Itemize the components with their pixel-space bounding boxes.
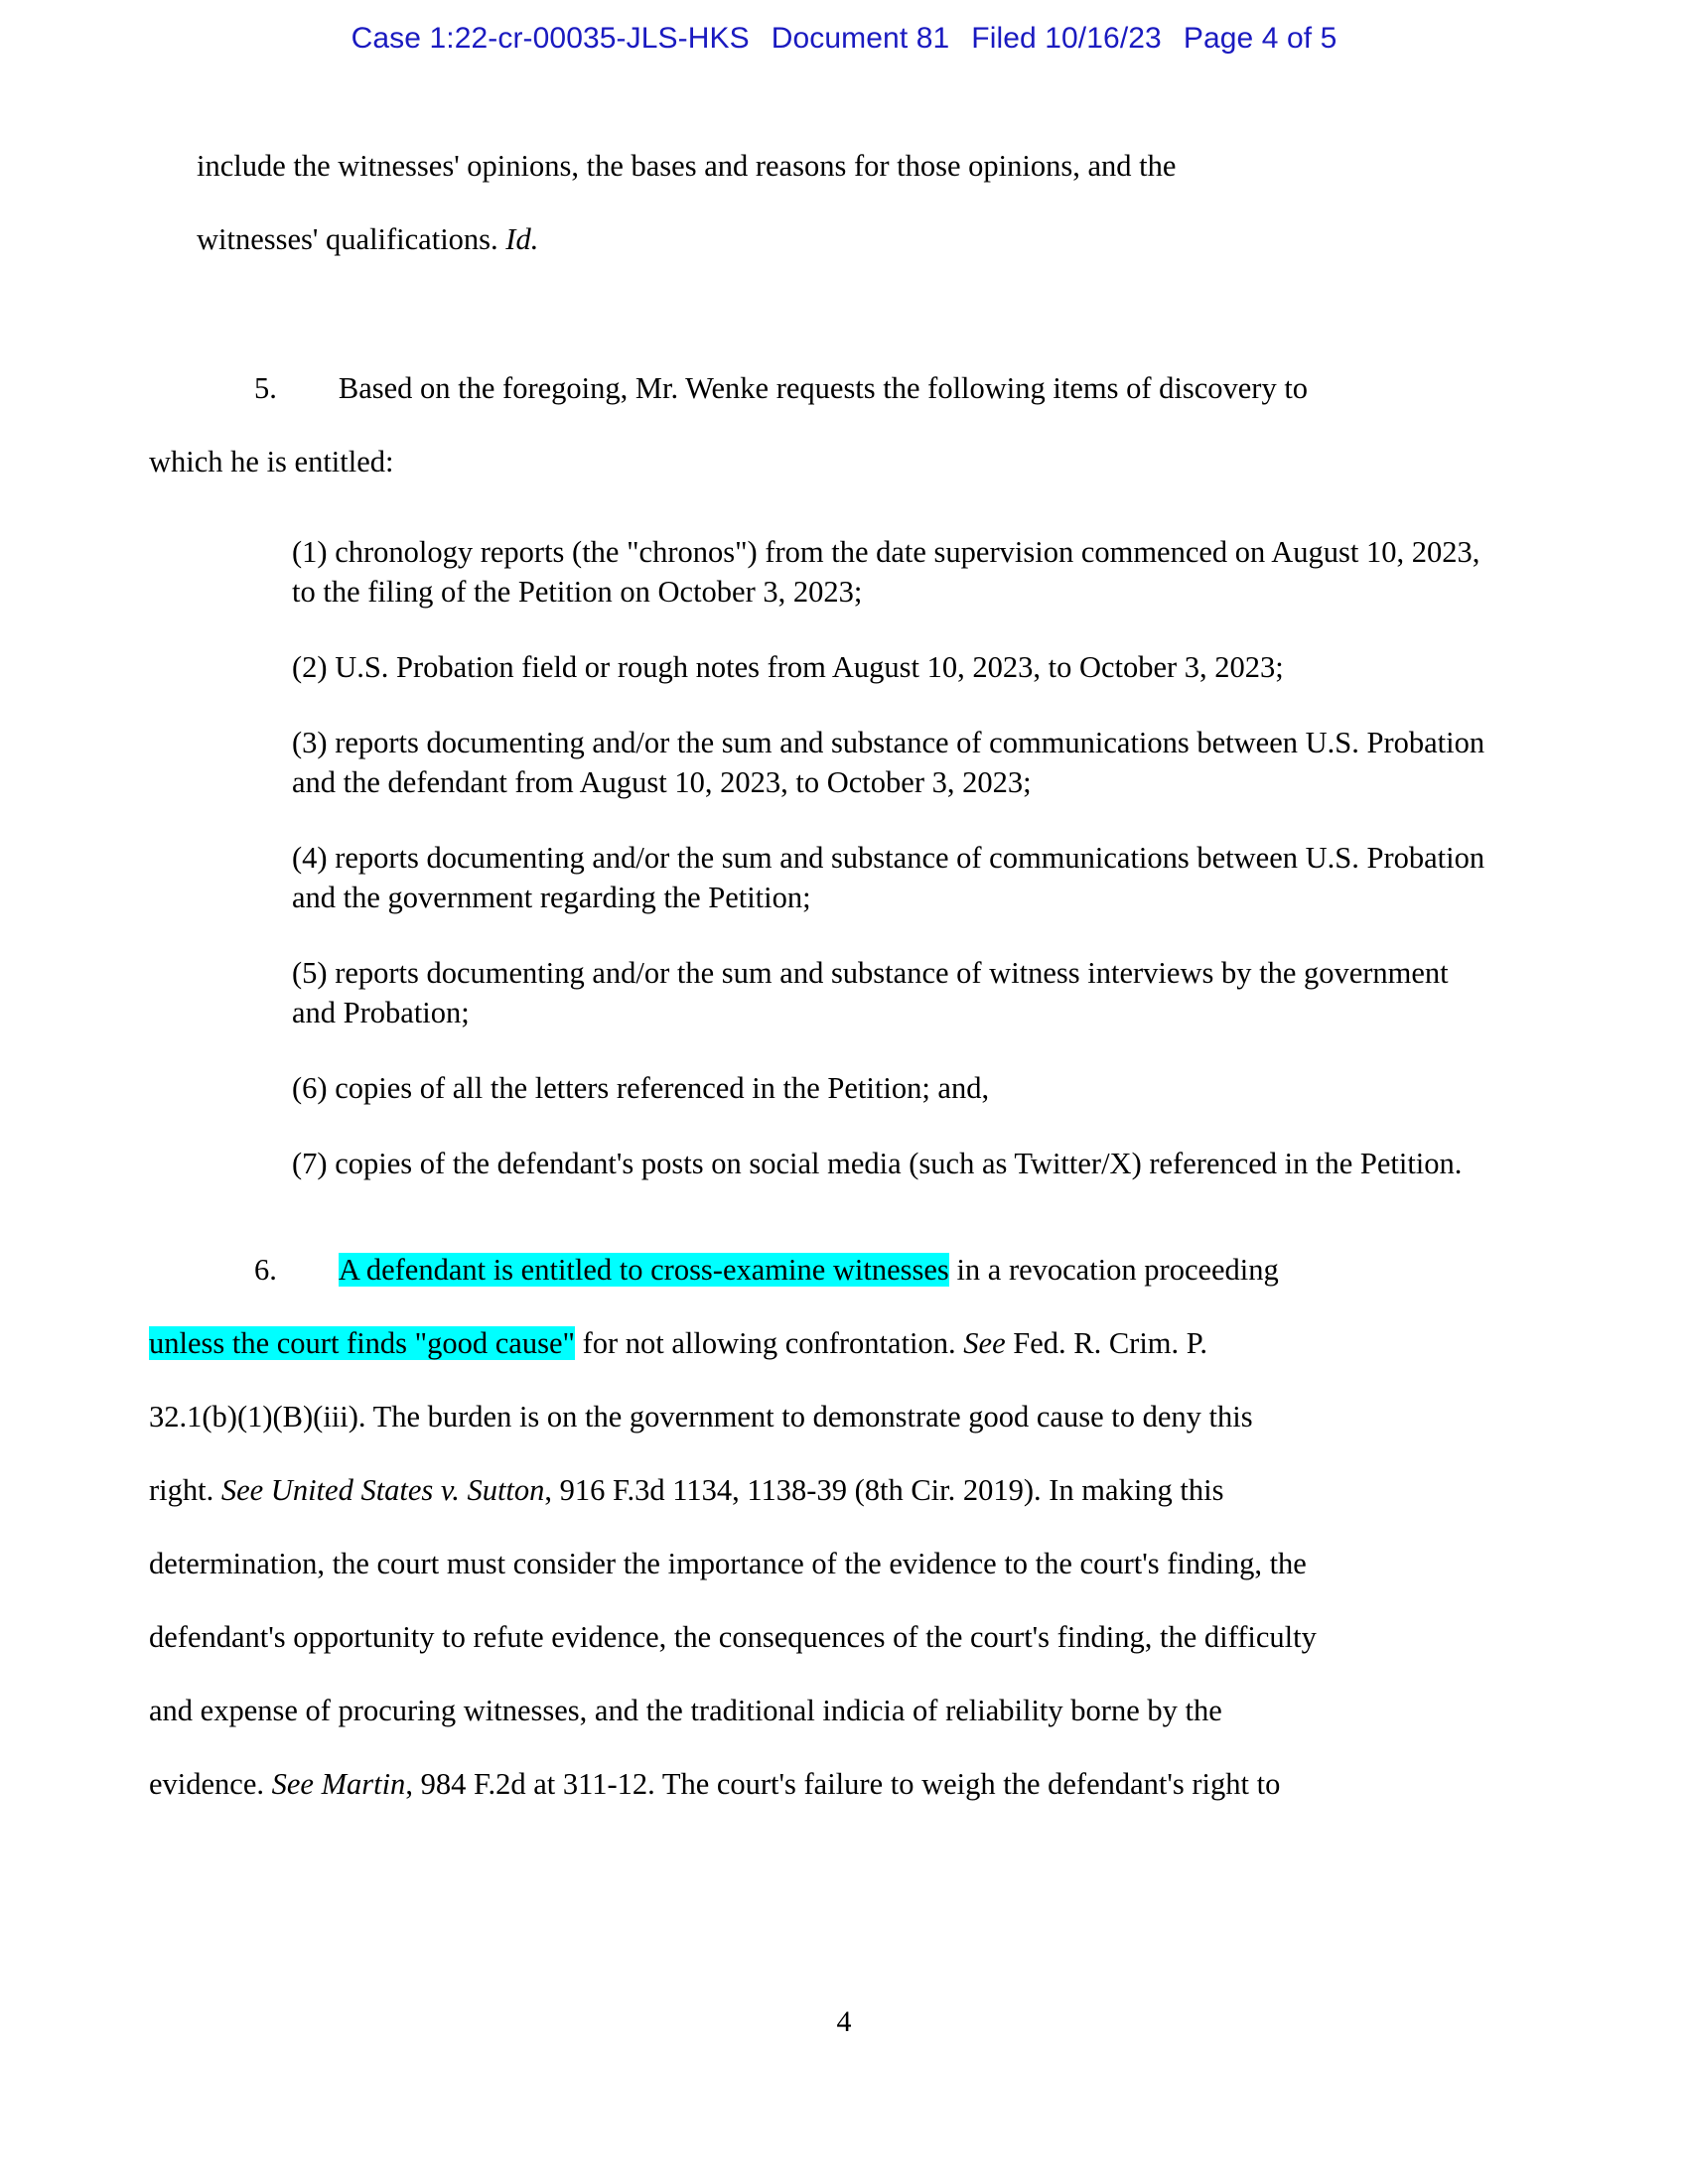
paragraph-6-line-1 [197, 1233, 1497, 1306]
list-bottom-spacer [197, 1183, 1497, 1233]
highlighted-text-cross-examine: A defendant is entitled to cross-examine witnesses [338, 1253, 949, 1287]
citation-fed-r-crim-p: Fed. R. Crim. P. [1005, 1326, 1207, 1360]
list-item: (5) reports documenting and/or the sum and substance of witness interviews by the government and Probation; [292, 956, 1449, 1029]
paragraph-6-line-8-post: , 984 F.2d at 311-12. The court's failure to weigh the defendant's right to [405, 1767, 1281, 1801]
list-item: (2) U.S. Probation field or rough notes from August 10, 2023, to October 3, 2023; [292, 650, 1284, 684]
case-citation-sutton: See United States v. Sutton [220, 1473, 545, 1507]
paragraph-6-text-line-6: defendant's opportunity to refute evidence, the consequences of the court's finding, the difficulty [149, 1620, 1317, 1654]
paragraph-6-line-2 [149, 1306, 1497, 1380]
list-top-spacer [197, 498, 1497, 532]
header-filed-date: Filed 10/16/23 [971, 22, 1162, 55]
ecf-header-stamp [0, 22, 1688, 56]
paragraph-5-line-1 [197, 351, 1497, 425]
discovery-items-list [292, 532, 1491, 1183]
paragraph-5-number: 5. [254, 371, 277, 405]
header-document-number: Document 81 [771, 22, 950, 55]
paragraph-6-line-6 [149, 1600, 1497, 1674]
paragraph-5-text-line-2: which he is entitled: [149, 445, 394, 478]
header-page-indicator: Page 4 of 5 [1183, 22, 1337, 55]
list-item: (1) chronology reports (the "chronos") from the date supervision commenced on August 10, 2023, to the filing of the Petition on October 3, 2023; [292, 535, 1480, 609]
continued-line-2-text: witnesses' qualifications. [197, 222, 498, 256]
paragraph-spacer [197, 276, 1497, 351]
list-item: (3) reports documenting and/or the sum and substance of communications between U.S. Probation and the defendant from August 10, 2023, to October 3, 2023; [292, 726, 1485, 799]
continued-line-2-citation: Id. [505, 222, 539, 256]
document-body [149, 129, 1497, 1821]
paragraph-continued [197, 129, 1497, 203]
list-item: (7) copies of the defendant's posts on social media (such as Twitter/X) referenced in the Petition. [292, 1147, 1463, 1180]
paragraph-6-line-1-tail: in a revocation proceeding [948, 1253, 1279, 1287]
paragraph-6-line-4 [149, 1453, 1497, 1527]
paragraph-6-line-8 [149, 1747, 1497, 1821]
paragraph-6-line-4-pre: right. [149, 1473, 221, 1507]
paragraph-6-line-7 [149, 1674, 1497, 1747]
highlighted-text-good-cause: unless the court finds "good cause" [149, 1326, 575, 1360]
signal-see-1: See [963, 1326, 1006, 1360]
paragraph-continued-line-2 [197, 203, 1497, 276]
list-item: (4) reports documenting and/or the sum and substance of communications between U.S. Probation and the government regarding the Petition; [292, 841, 1485, 914]
paragraph-6-line-8-pre: evidence. [149, 1767, 272, 1801]
paragraph-6-line-2-tail: for not allowing confrontation. [574, 1326, 964, 1360]
paragraph-6-number: 6. [254, 1253, 277, 1287]
paragraph-6-line-4-post: , 916 F.3d 1134, 1138-39 (8th Cir. 2019). In making this [544, 1473, 1224, 1507]
case-citation-martin: See Martin [271, 1767, 406, 1801]
paragraph-5-line-2 [149, 425, 1497, 498]
paragraph-6-text-line-7: and expense of procuring witnesses, and the traditional indicia of reliability borne by the [149, 1694, 1222, 1727]
list-item: (6) copies of all the letters referenced in the Petition; and, [292, 1071, 990, 1105]
continued-line-1: include the witnesses' opinions, the bases and reasons for those opinions, and the [197, 149, 1177, 183]
footer-page-number: 4 [836, 2005, 852, 2038]
paragraph-5-text-line-1: Based on the foregoing, Mr. Wenke requests the following items of discovery to [338, 371, 1309, 405]
paragraph-6-text-line-3: 32.1(b)(1)(B)(iii). The burden is on the government to demonstrate good cause to deny this [149, 1400, 1253, 1433]
paragraph-6-line-3 [149, 1380, 1497, 1453]
paragraph-6-text-line-5: determination, the court must consider the importance of the evidence to the court's finding, the [149, 1547, 1307, 1580]
paragraph-6-line-5 [149, 1527, 1497, 1600]
header-case-number: Case 1:22-cr-00035-JLS-HKS [351, 22, 750, 55]
